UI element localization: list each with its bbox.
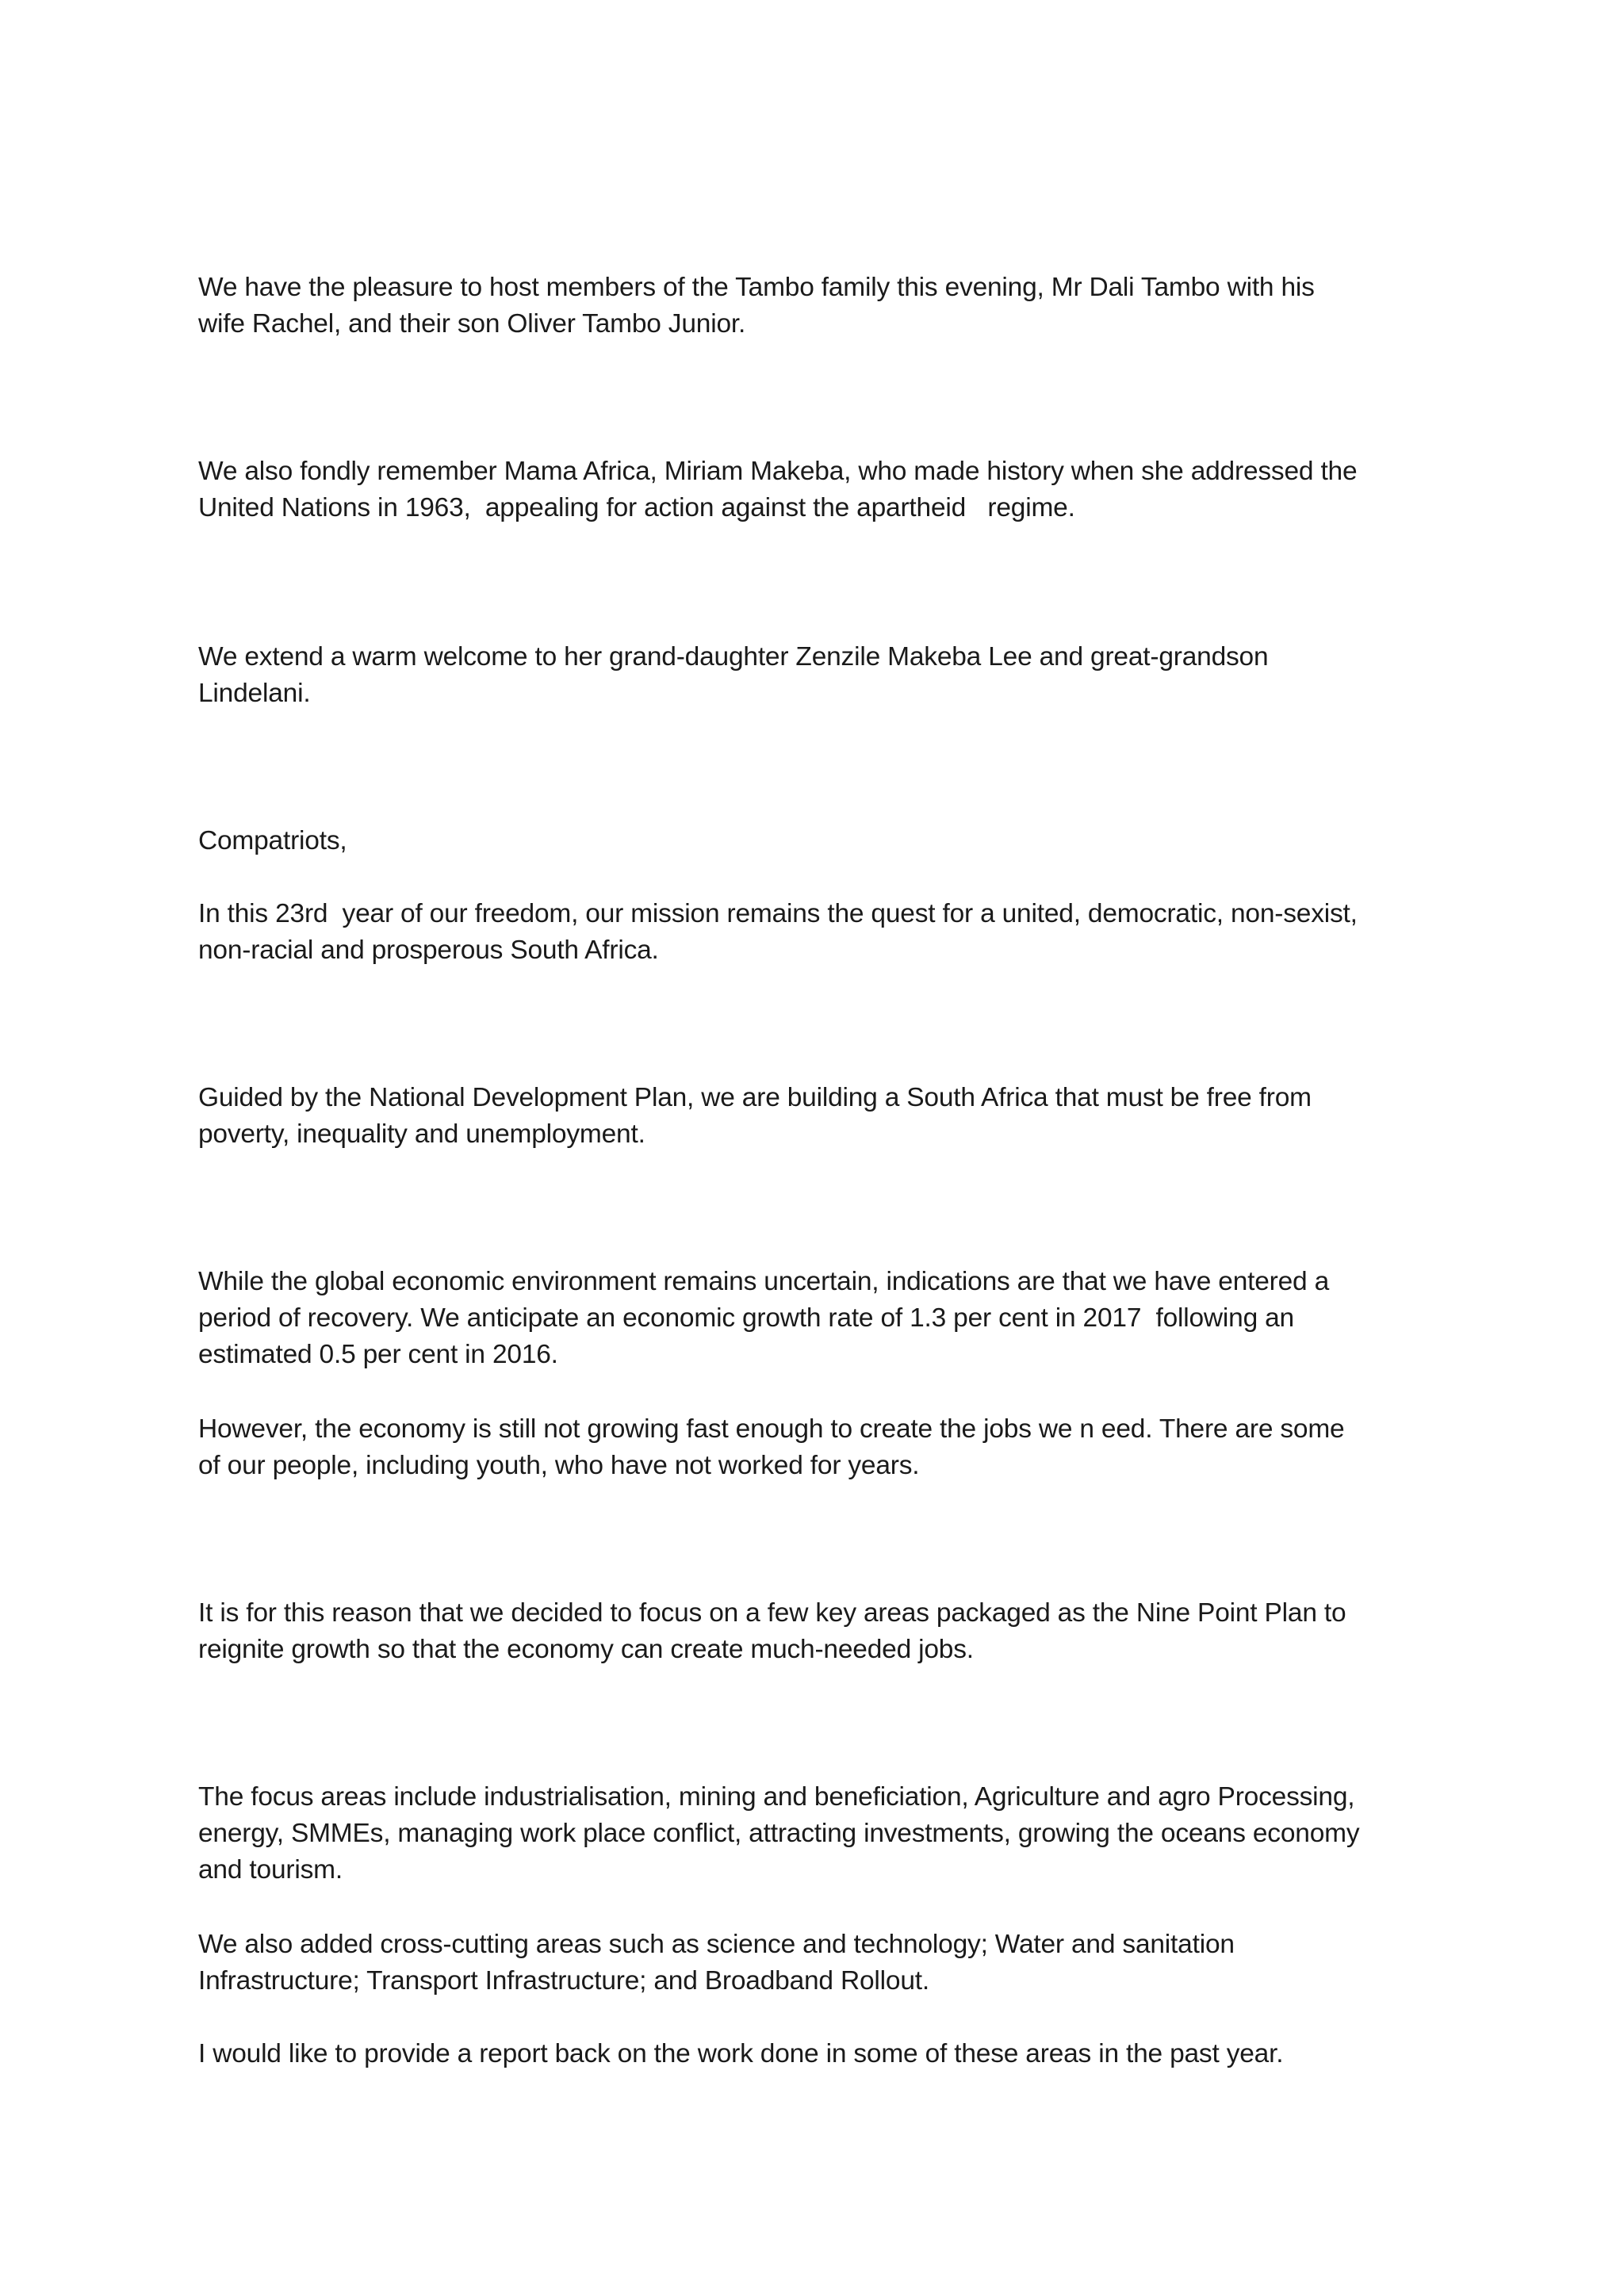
text-line: We also fondly remember Mama Africa, Miriam Makeba, who made history when she addressed the	[198, 457, 1358, 486]
paragraph-welcome-grandchildren	[198, 639, 1467, 712]
text-line: energy, SMMEs, managing work place conflict, attracting investments, growing the oceans economy	[198, 1819, 1360, 1848]
paragraph-tambo-family	[198, 270, 1467, 342]
text-line: We extend a warm welcome to her grand-daughter Zenzile Makeba Lee and great-grandson	[198, 642, 1269, 672]
paragraph-freedom-mission	[198, 896, 1467, 969]
text-line: Guided by the National Development Plan, we are building a South Africa that must be free from	[198, 1083, 1312, 1112]
text-line: I would like to provide a report back on the work done in some of these areas in the past year.	[198, 2039, 1284, 2068]
text-line: reignite growth so that the economy can create much-needed jobs.	[198, 1635, 974, 1664]
text-line: estimated 0.5 per cent in 2016.	[198, 1340, 558, 1369]
text-line: Lindelani.	[198, 679, 311, 708]
text-line: We have the pleasure to host members of the Tambo family this evening, Mr Dali Tambo with his	[198, 273, 1315, 302]
text-line: of our people, including youth, who have not worked for years.	[198, 1451, 920, 1480]
paragraph-national-development-plan	[198, 1080, 1467, 1153]
text-line: In this 23rd year of our freedom, our mission remains the quest for a united, democratic, non-sexist,	[198, 899, 1358, 928]
paragraph-focus-areas	[198, 1779, 1467, 1888]
text-line: The focus areas include industrialisation, mining and beneficiation, Agriculture and agro Processing,	[198, 1782, 1355, 1812]
text-line: While the global economic environment remains uncertain, indications are that we have entered a	[198, 1267, 1330, 1296]
text-line: non-racial and prosperous South Africa.	[198, 936, 659, 965]
paragraph-cross-cutting-areas	[198, 1927, 1467, 1999]
text-line: poverty, inequality and unemployment.	[198, 1119, 645, 1149]
text-line: However, the economy is still not growing fast enough to create the jobs we n eed. There are some	[198, 1414, 1345, 1444]
paragraph-nine-point-plan	[198, 1595, 1467, 1668]
text-line: and tourism.	[198, 1855, 343, 1885]
text-line: Infrastructure; Transport Infrastructure; and Broadband Rollout.	[198, 1966, 929, 1996]
paragraph-compatriots	[198, 823, 1467, 859]
text-line: wife Rachel, and their son Oliver Tambo Junior.	[198, 309, 746, 339]
paragraph-economy-jobs	[198, 1411, 1467, 1484]
text-line: It is for this reason that we decided to focus on a few key areas packaged as the Nine Point Plan to	[198, 1598, 1346, 1628]
paragraph-economic-outlook	[198, 1264, 1467, 1373]
paragraph-miriam-makeba	[198, 453, 1467, 526]
text-line: period of recovery. We anticipate an economic growth rate of 1.3 per cent in 2017 following an	[198, 1303, 1294, 1333]
text-line: We also added cross-cutting areas such as science and technology; Water and sanitation	[198, 1930, 1235, 1959]
text-line: United Nations in 1963, appealing for action against the apartheid regime.	[198, 493, 1075, 522]
text-line: Compatriots,	[198, 826, 347, 855]
paragraph-report-back	[198, 2036, 1467, 2072]
